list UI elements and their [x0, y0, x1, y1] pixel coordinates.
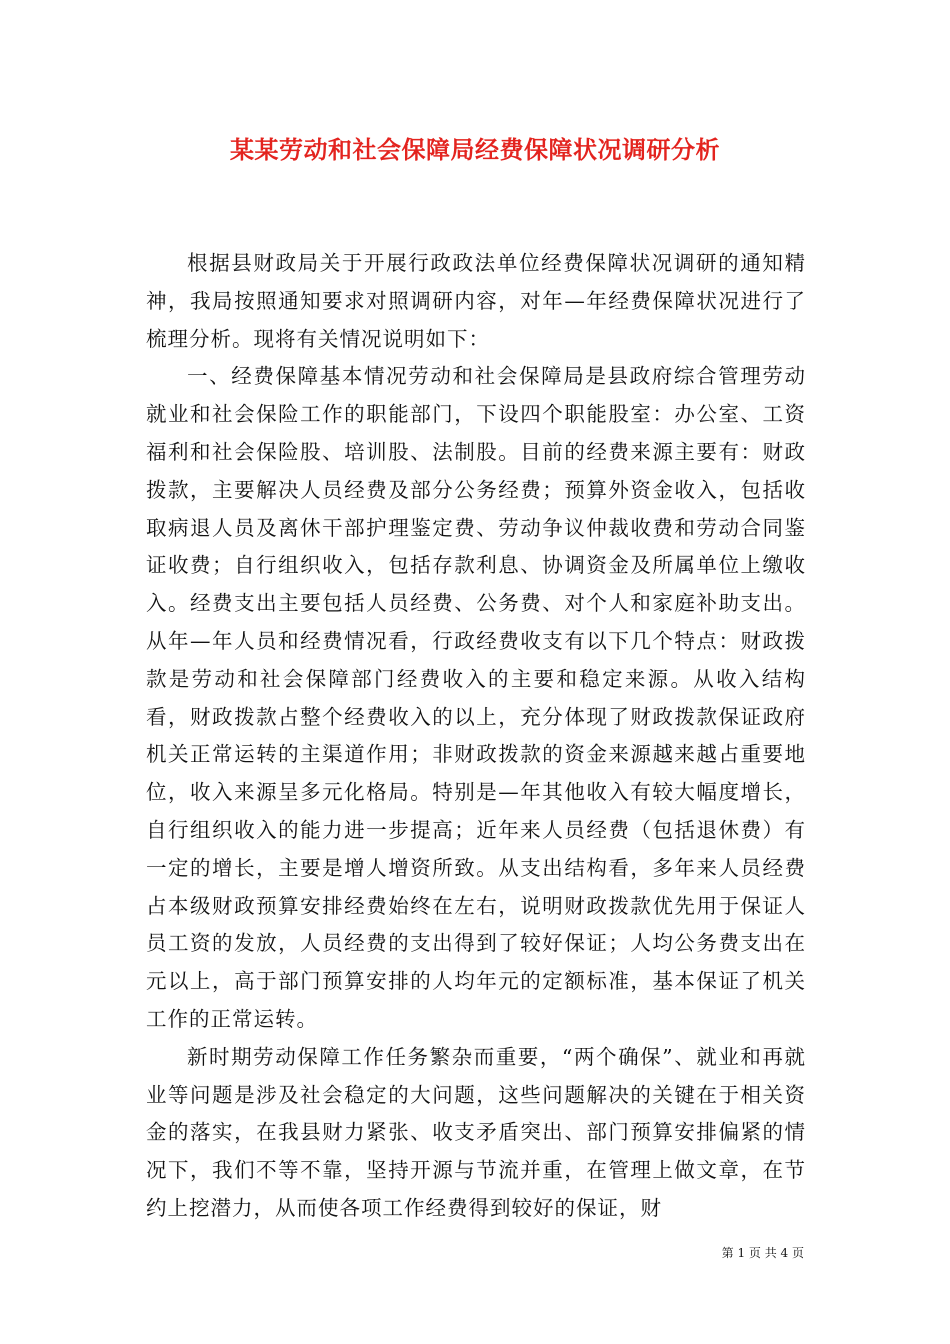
paragraph-new-period: 新时期劳动保障工作任务繁杂而重要，“两个确保”、就业和再就业等问题是涉及社会稳定的大问题，这些问题解决的关键在于相关资金的落实，在我县财力紧张、收支矛盾突出、部门预算安排偏紧的情况下，我们不等不靠，坚持开源与节流并重，在管理上做文章，在节约上挖潜力，从而使各项工作经费得到较好的保证，财 — [146, 1044, 806, 1220]
paragraph-funding-overview: 一、经费保障基本情况劳动和社会保障局是县政府综合管理劳动就业和社会保险工作的职能部门，下设四个职能股室：办公室、工资福利和社会保险股、培训股、法制股。目前的经费来源主要有：财政拨款，主要解决人员经费及部分公务经费；预算外资金收入，包括收取病退人员及离休干部护理鉴定费、劳动争议仲裁收费和劳动合同鉴证收费；自行组织收入，包括存款利息、协调资金及所属单位上缴收入。经费支出主要包括人员经费、公务费、对个人和家庭补助支出。从年—年人员和经费情况看，行政经费收支有以下几个特点：财政拨款是劳动和社会保障部门经费收入的主要和稳定来源。从收入结构看，财政拨款占整个经费收入的以上，充分体现了财政拨款保证政府机关正常运转的主渠道作用；非财政拨款的资金来源越来越占重要地位，收入来源呈多元化格局。特别是—年其他收入有较大幅度增长，自行组织收入的能力进一步提高；近年来人员经费（包括退休费）有一定的增长，主要是增人增资所致。从支出结构看，多年来人员经费占本级财政预算安排经费始终在左右，说明财政拨款优先用于保证人员工资的发放，人员经费的支出得到了较好保证；人均公务费支出在元以上，高于部门预算安排的人均年元的定额标准，基本保证了机关工作的正常运转。 — [146, 364, 806, 1031]
document-body — [146, 245, 806, 1228]
page-number: 第 1 页 共 4 页 — [721, 1246, 804, 1260]
document-title: 某某劳动和社会保障局经费保障状况调研分析 — [230, 135, 720, 164]
paragraph-intro: 根据县财政局关于开展行政政法单位经费保障状况调研的通知精神，我局按照通知要求对照调研内容，对年—年经费保障状况进行了梳理分析。现将有关情况说明如下： — [146, 251, 806, 351]
